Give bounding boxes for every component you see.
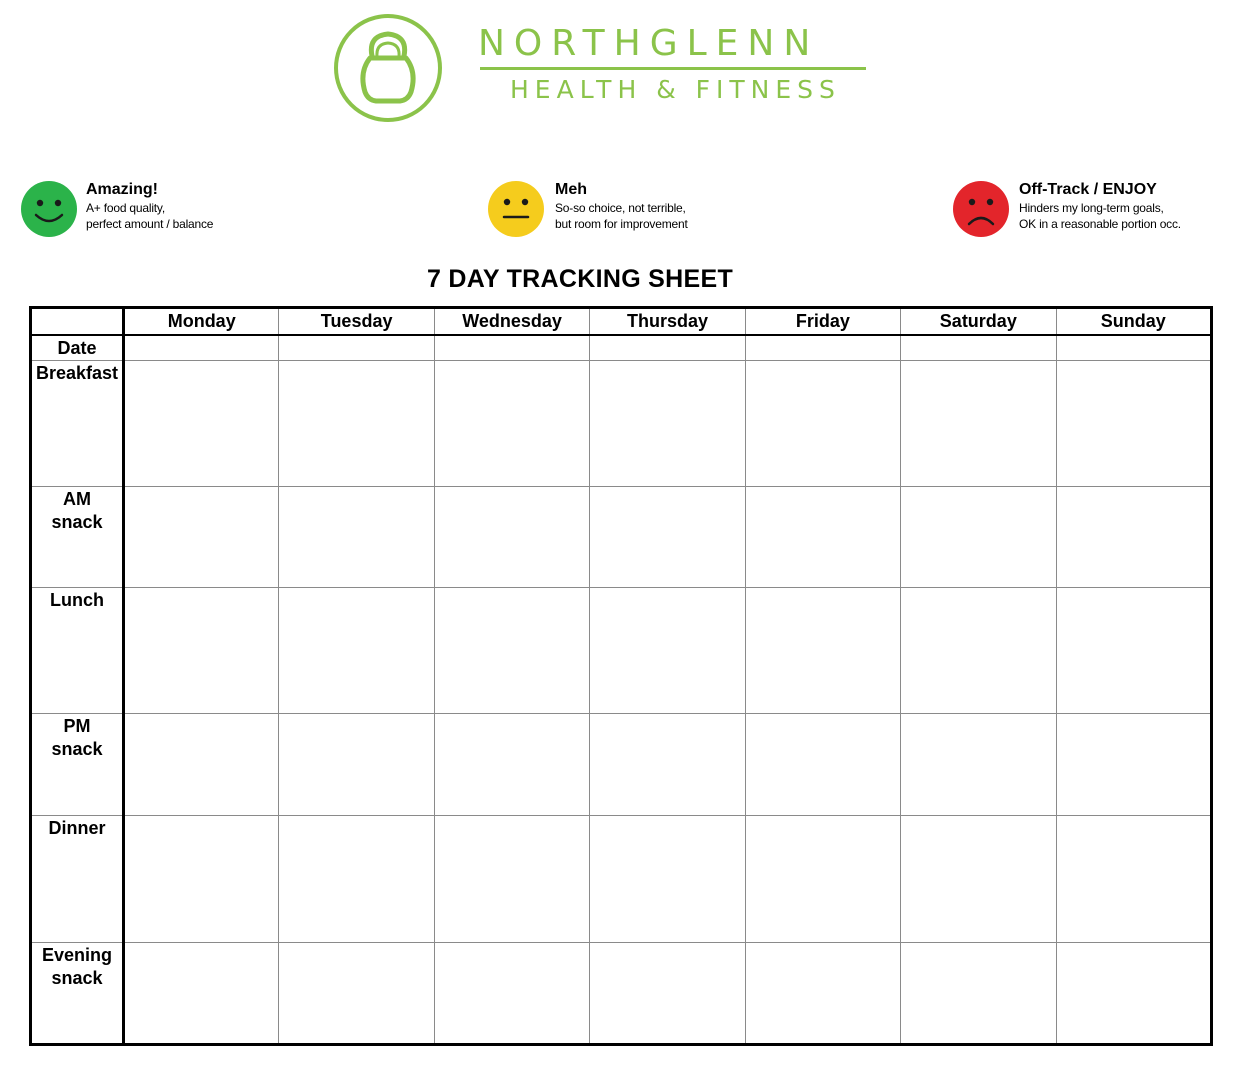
- table-row-am-snack: [31, 487, 1212, 588]
- row-label-line2: snack: [51, 739, 103, 759]
- entry-cell[interactable]: [279, 361, 434, 487]
- brand-name: NORTHGLENN: [478, 23, 820, 64]
- entry-cell[interactable]: [1056, 335, 1211, 361]
- entry-cell[interactable]: [901, 487, 1056, 588]
- day-header: Thursday: [590, 308, 745, 336]
- row-label-line2: snack: [51, 512, 103, 532]
- legend-desc-line2: perfect amount / balance: [86, 217, 214, 231]
- row-label-line1: Evening: [41, 945, 112, 965]
- entry-cell[interactable]: [434, 335, 589, 361]
- day-header: Saturday: [901, 308, 1056, 336]
- day-header: Monday: [124, 308, 279, 336]
- row-label: [31, 943, 124, 1045]
- legend-desc-line1: A+ food quality,: [86, 201, 165, 215]
- row-label-line2: snack: [51, 968, 103, 988]
- corner-cell: [31, 308, 124, 336]
- entry-cell[interactable]: [590, 487, 745, 588]
- entry-cell[interactable]: [124, 714, 279, 816]
- legend-desc-line2: OK in a reasonable portion occ.: [1019, 217, 1181, 231]
- tracking-table: [29, 306, 1213, 1046]
- entry-cell[interactable]: [901, 335, 1056, 361]
- row-label-line1: Lunch: [50, 590, 104, 610]
- entry-cell[interactable]: [434, 714, 589, 816]
- entry-cell[interactable]: [124, 588, 279, 714]
- legend-desc-line1: Hinders my long-term goals,: [1019, 201, 1164, 215]
- entry-cell[interactable]: [279, 943, 434, 1045]
- entry-cell[interactable]: [1056, 714, 1211, 816]
- row-label-line1: Date: [57, 338, 97, 358]
- entry-cell[interactable]: [124, 335, 279, 361]
- entry-cell[interactable]: [434, 361, 589, 487]
- neutral-face-icon: [487, 180, 545, 238]
- entry-cell[interactable]: [745, 714, 900, 816]
- entry-cell[interactable]: [745, 943, 900, 1045]
- row-label: [31, 487, 124, 588]
- entry-cell[interactable]: [124, 816, 279, 943]
- entry-cell[interactable]: [279, 816, 434, 943]
- entry-cell[interactable]: [901, 816, 1056, 943]
- entry-cell[interactable]: [1056, 943, 1211, 1045]
- row-label: [31, 335, 124, 361]
- entry-cell[interactable]: [901, 943, 1056, 1045]
- entry-cell[interactable]: [279, 487, 434, 588]
- entry-cell[interactable]: [590, 335, 745, 361]
- kettlebell-icon: [332, 12, 444, 124]
- entry-cell[interactable]: [901, 714, 1056, 816]
- legend-title: Amazing!: [86, 181, 158, 198]
- table-row-evening-snack: [31, 943, 1212, 1045]
- row-label-line1: Dinner: [48, 818, 106, 838]
- entry-cell[interactable]: [745, 816, 900, 943]
- row-label: [31, 816, 124, 943]
- row-label-line1: PM: [63, 716, 91, 736]
- entry-cell[interactable]: [434, 943, 589, 1045]
- entry-cell[interactable]: [434, 816, 589, 943]
- entry-cell[interactable]: [1056, 361, 1211, 487]
- legend-desc-line1: So-so choice, not terrible,: [555, 201, 686, 215]
- legend-desc-line2: but room for improvement: [555, 217, 688, 231]
- entry-cell[interactable]: [124, 943, 279, 1045]
- entry-cell[interactable]: [590, 943, 745, 1045]
- entry-cell[interactable]: [279, 335, 434, 361]
- entry-cell[interactable]: [590, 816, 745, 943]
- entry-cell[interactable]: [590, 588, 745, 714]
- row-label-line1: AM: [63, 489, 91, 509]
- row-label: [31, 588, 124, 714]
- header-row: [31, 308, 1212, 336]
- entry-cell[interactable]: [279, 588, 434, 714]
- row-label-line1: Breakfast: [35, 363, 119, 383]
- frowning-face-icon: [952, 180, 1010, 238]
- entry-cell[interactable]: [1056, 816, 1211, 943]
- table-row-lunch: [31, 588, 1212, 714]
- entry-cell[interactable]: [901, 361, 1056, 487]
- entry-cell[interactable]: [124, 487, 279, 588]
- row-label: [31, 714, 124, 816]
- entry-cell[interactable]: [124, 361, 279, 487]
- entry-cell[interactable]: [1056, 487, 1211, 588]
- day-header: Wednesday: [434, 308, 589, 336]
- brand-subtitle: HEALTH & FITNESS: [510, 75, 841, 104]
- entry-cell[interactable]: [1056, 588, 1211, 714]
- legend-title: Off-Track / ENJOY: [1019, 181, 1157, 198]
- table-row-date: [31, 335, 1212, 361]
- day-header: Sunday: [1056, 308, 1211, 336]
- brand-divider: [480, 67, 866, 70]
- day-header: Tuesday: [279, 308, 434, 336]
- entry-cell[interactable]: [590, 714, 745, 816]
- table-row-pm-snack: [31, 714, 1212, 816]
- smiley-face-icon: [20, 180, 78, 238]
- entry-cell[interactable]: [745, 588, 900, 714]
- table-row-breakfast: [31, 361, 1212, 487]
- entry-cell[interactable]: [745, 361, 900, 487]
- entry-cell[interactable]: [901, 588, 1056, 714]
- entry-cell[interactable]: [590, 361, 745, 487]
- row-label: [31, 361, 124, 487]
- sheet-title: 7 DAY TRACKING SHEET: [426, 265, 734, 293]
- day-header: Friday: [745, 308, 900, 336]
- entry-cell[interactable]: [745, 487, 900, 588]
- entry-cell[interactable]: [745, 335, 900, 361]
- table-row-dinner: [31, 816, 1212, 943]
- brand-logo: [332, 12, 872, 124]
- entry-cell[interactable]: [434, 487, 589, 588]
- entry-cell[interactable]: [279, 714, 434, 816]
- entry-cell[interactable]: [434, 588, 589, 714]
- legend-title: Meh: [555, 181, 587, 198]
